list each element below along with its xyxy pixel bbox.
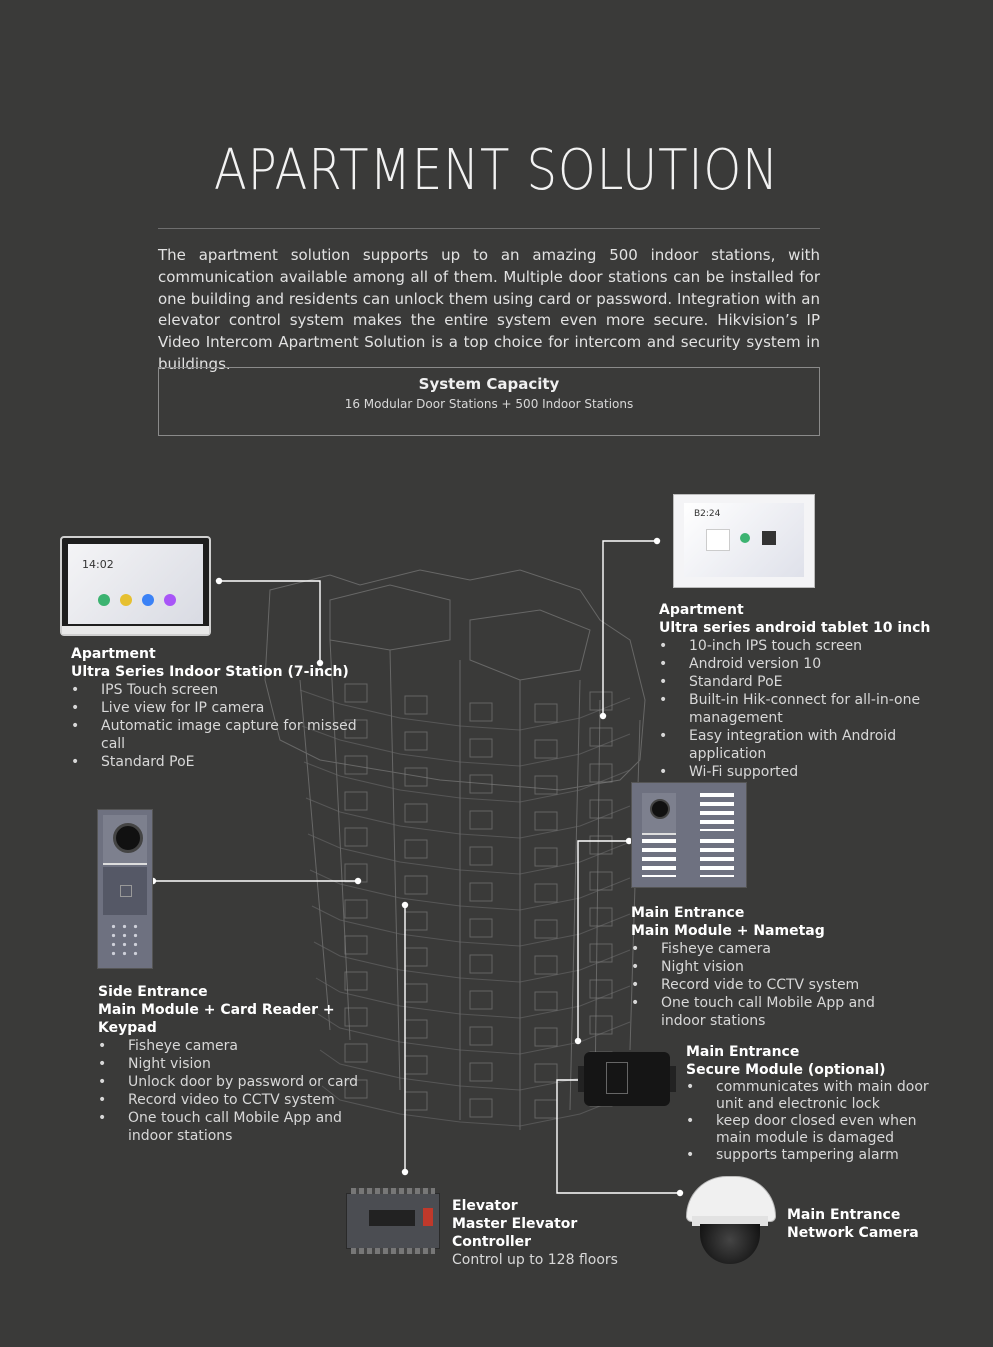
tablet-device [673, 494, 815, 588]
intro-paragraph: The apartment solution supports up to an amazing 500 indoor stations, with communication available among all of them. Multiple door stations can be installed for one building and residents can unlock them using card or password. Integration with an elevator control system makes the entire system even more secure. Hikvision’s IP Video Intercom Apartment Solution is a top choice for intercom and security system in buildings. [158, 246, 820, 373]
main-feature: • Record vide to CCTV system [631, 976, 921, 994]
secure-location: Main Entrance [686, 1044, 800, 1060]
side-feature: • One touch call Mobile App and indoor stations [98, 1109, 378, 1145]
main-entrance-info [631, 904, 921, 1030]
indoor-screen-time: 14:02 [82, 558, 114, 571]
tablet-feature: • Easy integration with Android application [659, 727, 939, 763]
main-feature: • Night vision [631, 958, 921, 976]
side-feature: • Unlock door by password or card [98, 1073, 378, 1091]
tablet-screen-time: B2:24 [694, 509, 721, 519]
elevator-info [452, 1197, 652, 1269]
system-capacity-box [158, 367, 820, 436]
main-location: Main Entrance [631, 905, 745, 921]
tablet-feature: • Android version 10 [659, 655, 939, 673]
side-location: Side Entrance [98, 984, 208, 1000]
side-feature: • Night vision [98, 1055, 378, 1073]
camera-info [787, 1206, 967, 1242]
main-feature: • One touch call Mobile App and indoor stations [631, 994, 921, 1030]
tablet-feature: • Wi-Fi supported [659, 763, 939, 781]
tablet-name: Ultra series android tablet 10 inch [659, 620, 931, 636]
side-entrance-door-station [97, 809, 153, 969]
indoor-name: Ultra Series Indoor Station (7-inch) [71, 664, 349, 680]
tablet-feature: • Standard PoE [659, 673, 939, 691]
side-feature: • Record video to CCTV system [98, 1091, 378, 1109]
main-entrance-door-station [631, 782, 747, 888]
page-title: APARTMENT SOLUTION [213, 138, 780, 203]
indoor-feature: • Standard PoE [71, 753, 371, 771]
side-name: Main Module + Card Reader + Keypad [98, 1002, 335, 1036]
indoor-feature: • Live view for IP camera [71, 699, 371, 717]
indoor-location: Apartment [71, 646, 156, 662]
indoor-feature: • IPS Touch screen [71, 681, 371, 699]
secure-name: Secure Module (optional) [686, 1062, 886, 1078]
side-entrance-info [98, 983, 378, 1145]
tablet-feature: • Built-in Hik-connect for all-in-one management [659, 691, 939, 727]
secure-feature: • communicates with main door unit and electronic lock [686, 1079, 946, 1113]
network-camera-device [686, 1176, 776, 1268]
secure-module-device [584, 1052, 670, 1106]
elevator-controller-device [346, 1193, 440, 1249]
indoor-feature: • Automatic image capture for missed call [71, 717, 371, 753]
capacity-title: System Capacity [418, 375, 560, 393]
secure-feature: • supports tampering alarm [686, 1147, 946, 1164]
elevator-name: Master Elevator Controller [452, 1216, 578, 1250]
indoor-station-info [71, 645, 371, 771]
side-feature: • Fisheye camera [98, 1037, 378, 1055]
tablet-info [659, 601, 939, 781]
camera-location: Main Entrance [787, 1207, 901, 1223]
main-name: Main Module + Nametag [631, 923, 825, 939]
tablet-feature: • 10-inch IPS touch screen [659, 637, 939, 655]
title-divider [158, 228, 820, 229]
tablet-location: Apartment [659, 602, 744, 618]
secure-feature: • keep door closed even when main module is damaged [686, 1113, 946, 1147]
main-feature: • Fisheye camera [631, 940, 921, 958]
camera-name: Network Camera [787, 1225, 919, 1241]
secure-module-info [686, 1043, 946, 1164]
elevator-text: Control up to 128 floors [452, 1252, 618, 1268]
indoor-station-device [60, 536, 211, 636]
elevator-location: Elevator [452, 1198, 518, 1214]
capacity-text: 16 Modular Door Stations + 500 Indoor Stations [344, 397, 634, 411]
